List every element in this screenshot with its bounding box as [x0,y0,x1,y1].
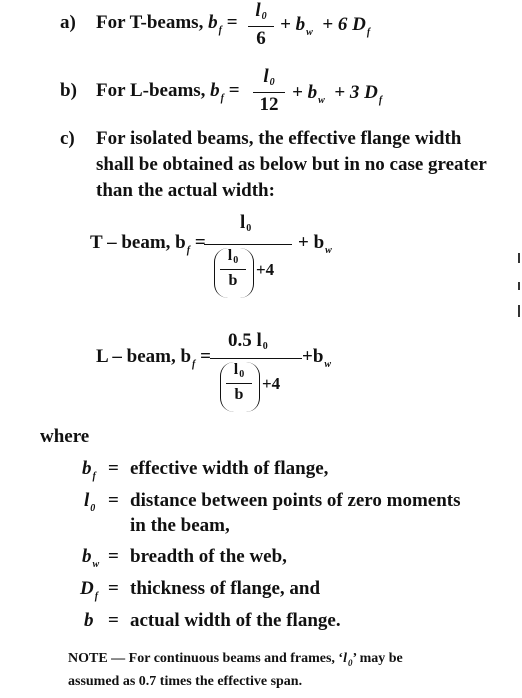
l-beam-plus4: +4 [262,374,281,393]
edge-mark [518,253,520,263]
definition-bw-text: breadth of the web, [130,546,287,567]
edge-mark [518,282,520,290]
formula-a-tail: + $b_w + 6$ $D_f$ [280,14,371,38]
marker-a: a) [60,12,76,33]
l-beam-tail: $+b_w$ [302,346,332,370]
l-beam-lead: L – beam, $b_f$ = [96,346,211,370]
formula-b-fraction: l0 12 [253,66,285,116]
c-line-2: shall be obtained as below but in no case greater [96,154,487,175]
definition-b-text: actual width of the flange. [130,610,341,631]
formula-b-tail: + $b_w + 3$ $D_f$ [292,82,383,106]
definition-df-text: thickness of flange, and [130,578,321,599]
edge-mark [518,305,520,317]
t-beam-fraction-bar [204,244,292,245]
t-beam-numerator: l0 [240,212,252,234]
t-beam-inner-fraction: l0 b [220,246,246,291]
definition-bf-text: effective width of flange, [130,458,329,479]
definition-l0-text: distance between points of zero moments [130,490,461,511]
l-beam-inner-fraction: l0 b [226,360,252,405]
definition-bw: $b_w$ [82,546,100,570]
l-beam-numerator: 0.5 l0 [228,330,268,352]
definition-l0: $l_0$ [84,490,96,514]
c-line-1: For isolated beams, the effective flange width [96,128,462,149]
formula-b [60,80,77,102]
note-line-1: NOTE — For continuous beams and frames, ‘$l_0$’ may be [68,651,403,668]
definition-bf: $b_f$ [82,458,96,482]
definition-df-eq: = [108,578,119,599]
formula-b-lead: For L-beams, $b_f$ = [96,80,240,104]
definition-b: b [84,610,94,631]
marker-c: c) [60,128,75,149]
t-beam-lead: T – beam, $b_f$ = [90,232,206,256]
definition-bf-eq: = [108,458,119,479]
t-beam-plus4: +4 [256,260,275,279]
where-label: where [40,426,90,447]
formula-a [60,12,76,34]
c-line-3: than the actual width: [96,180,275,201]
definition-l0-text-cont: in the beam, [130,515,230,536]
definition-bw-eq: = [108,546,119,567]
l-beam-fraction-bar [210,358,302,359]
note-line-2: assumed as 0.7 times the effective span. [68,674,303,689]
formula-a-fraction: l0 6 [248,0,274,50]
t-beam-tail: + $b_w$ [298,232,332,256]
definition-df: $D_f$ [80,578,99,602]
definition-l0-eq: = [108,490,119,511]
definition-b-eq: = [108,610,119,631]
marker-b: b) [60,80,77,101]
formula-a-lead: For T-beams, $b_f$ = [96,12,238,36]
